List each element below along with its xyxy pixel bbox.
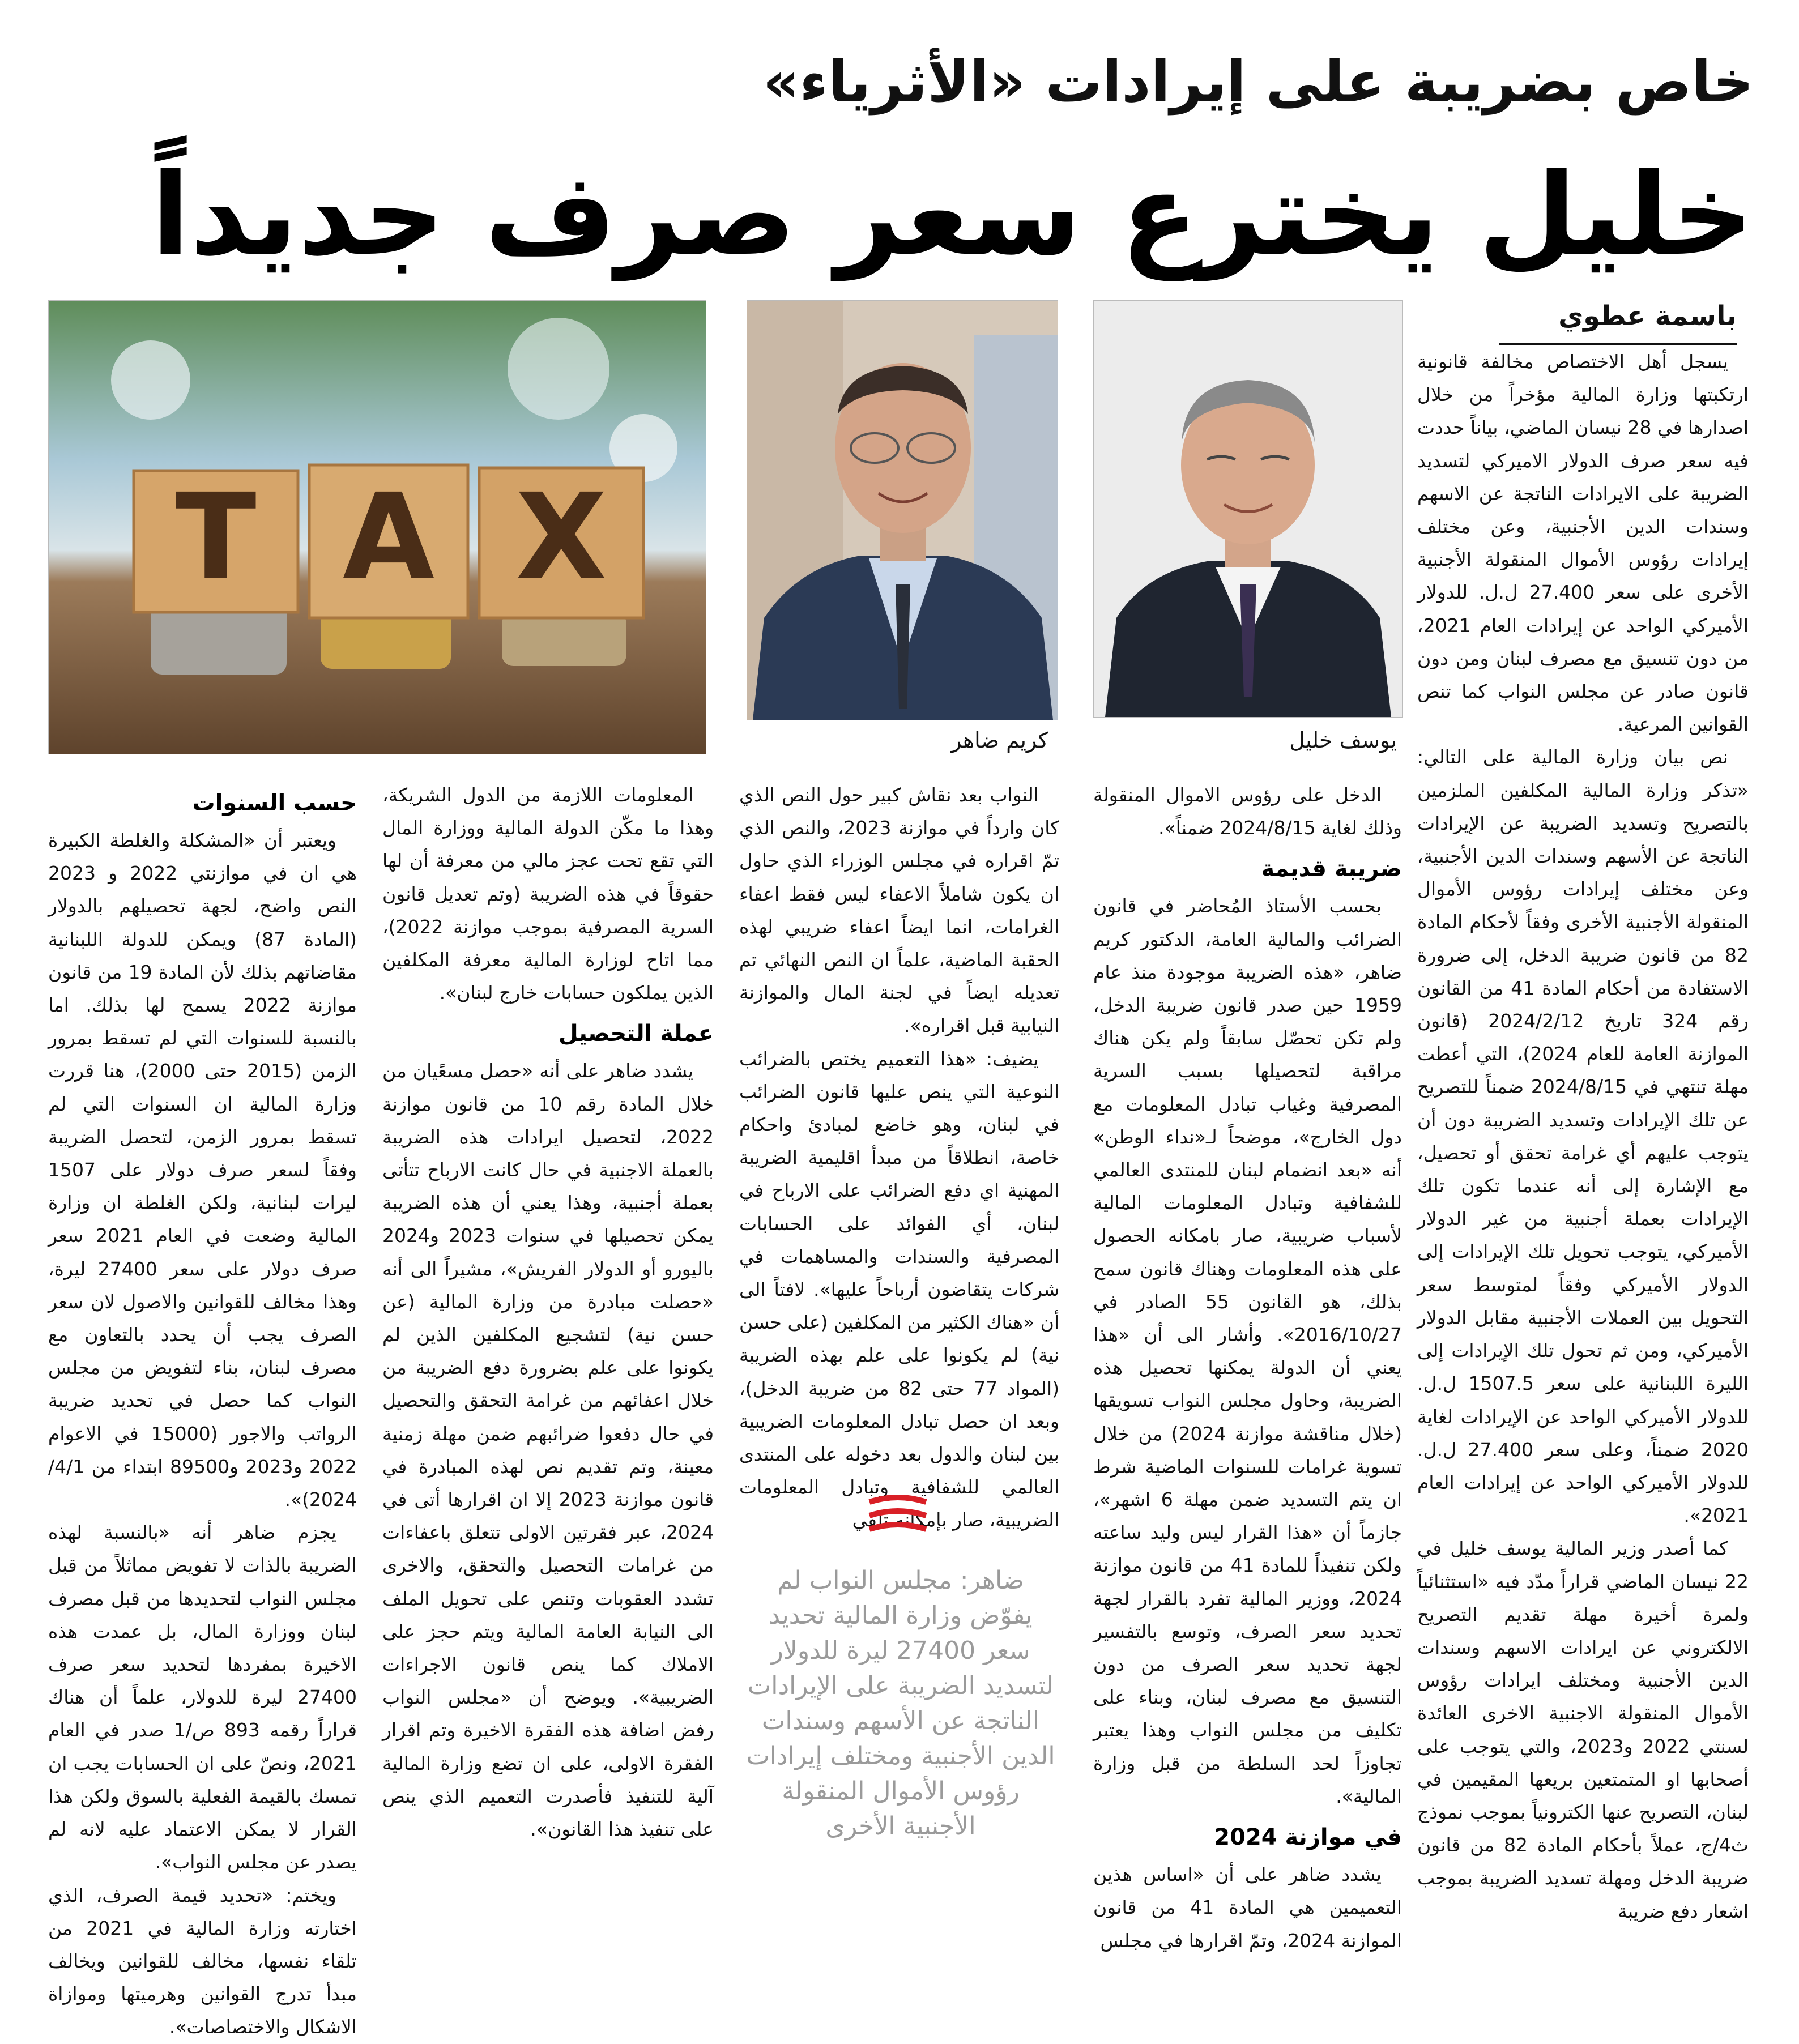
subheading: عملة التحصيل [559, 1021, 714, 1047]
byline: باسمة عطوي [1558, 300, 1737, 332]
paragraph: المعلومات اللازمة من الدول الشريكة، وهذا ما مكّن الدولة المالية ووزارة المال التي تقع تحت عجز مالي من معرفة أن لها حقوقاً في هذه الضريبة (وتم تعديل قانون السرية المصرفية بموجب موازنة 2022)، مما اتاح لوزارة المالية معرفة المكلفين الذين يملكون حسابات خارج لبنان». [382, 784, 714, 1004]
subheading: ضريبة قديمة [1261, 856, 1402, 882]
article-column-4 [382, 779, 714, 1869]
headline: خليل يخترع سعر صرف جديداً [151, 149, 1754, 281]
article-column-2 [1093, 779, 1402, 1952]
photo-tax-blocks [48, 300, 706, 754]
paragraph: الدخل على رؤوس الاموال المنقولة وذلك لغاية 2024/8/15 ضمناً». [1093, 784, 1402, 839]
paragraph: النواب بعد نقاش كبير حول النص الذي كان وارداً في موازنة 2023، والنص الذي تمّ اقراره في مجلس الوزراء الذي حاول ان يكون شاملاً الاعفاء ليس فقط اعفاء الغرامات، انما ايضاً اعفاء ضريبي لهذه الحقبة الماضية، علماً ان النص النهائي تم تعديله ايضاً في لجنة المال والموازنة النيابية قبل اقراره». [739, 784, 1059, 1037]
paragraph: كما أصدر وزير المالية يوسف خليل في 22 نيسان الماضي قراراً مدّد فيه «استثنائياً ولمرة أخيرة مهلة تقديم التصريح الالكتروني عن ايرادات الاسهم وسندات الدين الأجنبية ومختلف ايرادات رؤوس الأموال المنقولة الاجنبية الاخرى العائدة لسنتي 2022 و2023، والتي يتوجب على أصحابها او المتمتعين بريعها المقيمين في لبنان، التصريح عنها الكترونياً بموجب نموذج ث4/ج، عملاً بأحكام المادة 82 من قانون ضريبة الدخل ومهلة تسديد الضريبة بموجب اشعار دفع ضريبة [1417, 1537, 1749, 1922]
photo-caption-khalil: يوسف خليل [1289, 728, 1397, 753]
pull-quote: ضاهر: مجلس النواب لم يفوّض وزارة المالية تحديد سعر 27400 ليرة للدولار لتسديد الضريبة على الإيرادات الناتجة عن الأسهم وسندات الدين الأجنبية ومختلف إيرادات رؤوس الأموال المنقولة الأجنبية الأخرى [746, 1566, 1055, 1841]
article-column-5 [48, 779, 357, 2038]
paragraph: ويعتبر أن «المشكلة والغلطة الكبيرة هي ان في موازنتي 2022 و 2023 النص واضح، لجهة تحصيلهم بالدولار (المادة 87) ويمكن للدولة اللبنانية مقاضاتهم بذلك لأن المادة 19 من قانون موازنة 2022 يسمح لها بذلك. اما بالنسبة للسنوات التي لم تسقط بمرور الزمن (2015 حتى 2000)، هنا قررت وزارة المالية ان السنوات التي لم تسقط بمرور الزمن، لتحصل الضريبة وفقاً لسعر صرف دولار على 1507 ليرات لبنانية، ولكن الغلطة ان وزارة المالية وضعت في العام 2021 سعر صرف دولار على سعر 27400 ليرة، وهذا مخالف للقوانين والاصول لان سعر الصرف يجب أن يحدد بالتعاون مع مصرف لبنان، بناء لتفويض من مجلس النواب كما حصل في تحديد ضريبة الرواتب والاجور (15000 في الاعوام 2022 و2023 و89500 ابتداء من 4/1/ 2024)». [48, 829, 357, 1511]
subheading: حسب السنوات [192, 790, 357, 816]
photo-caption-daher: كريم ضاهر [951, 728, 1048, 753]
kicker-title: خاص بضريبة على إيرادات «الأثرياء» [762, 49, 1754, 115]
paragraph: يجزم ضاهر أنه «بالنسبة لهذه الضريبة بالذات لا تفويض مماثلاً من قبل مجلس النواب لتحديدها من قبل مصرف لبنان ووزارة المال، بل عمدت هذه الاخيرة بمفردها لتحديد سعر صرف 27400 ليرة للدولار، علماً أن هناك قراراً رقمه 893 ص/1 صدر في العام 2021، ونصّ على ان الحسابات يجب ان تمسك بالقيمة الفعلية بالسوق ولكن هذا القرار لا يمكن الاعتماد عليه لانه لم يصدر عن مجلس النواب». [48, 1521, 357, 1874]
paragraph: يضيف: «هذا التعميم يختص بالضرائب النوعية التي ينص عليها قانون الضرائب في لبنان، وهو خاضع لمبادئ واحكام خاصة، انطلاقاً من مبدأ اقليمية الضريبة المهنية اي دفع الضرائب على الارباح في لبنان، أي الفوائد على الحسابات المصرفية والسندات والمساهمات في شركات يتقاضون أرباحاً عليها». لافتاً الى أن «هناك الكثير من المكلفين (على حسن نية) لم يكونوا على علم بهذه الضريبة (المواد 77 حتى 82 من ضريبة الدخل)، وبعد ان حصل تبادل المعلومات الضريبية بين لبنان والدول بعد دخوله على المنتدى العالمي للشفافية وتبادل المعلومات الضريبية، صار بإمكانه تلقي [739, 1047, 1060, 1531]
tax-letter-a: A [342, 468, 435, 607]
article-column-1 [1417, 345, 1749, 1922]
tax-letter-x: X [515, 468, 607, 607]
subheading: في موازنة 2024 [1214, 1824, 1402, 1851]
paragraph: ويختم: «تحديد قيمة الصرف، الذي اختارته وزارة المالية في 2021 من تلقاء نفسها، مخالف للقوانين ويخالف مبدأ تدرج القوانين وهرميتها وموازاة الاشكال والاختصاصات». [48, 1884, 357, 2038]
tax-letter-t: T [175, 468, 257, 607]
paragraph: نص بيان وزارة المالية على التالي: «تذكر وزارة المالية المكلفين الملزمين بالتصريح وتسديد الضريبة عن الإيرادات الناتجة عن الأسهم وسندات الدين الأجنبية، وعن مختلف إيرادات رؤوس الأموال المنقولة الأجنبية الأخرى وفقاً لأحكام المادة 82 من قانون ضريبة الدخل، إلى ضرورة الاستفادة من أحكام المادة 41 من القانون رقم 324 تاريخ 2024/2/12 (قانون الموازنة العامة للعام 2024)، التي أعطت مهلة تنتهي في 2024/8/15 ضمناً للتصريح عن تلك الإيرادات وتسديد الضريبة دون أن يتوجب عليهم أي غرامة تحقق أو تحصيل، مع الإشارة إلى أنه عندما تكون تلك الإيرادات بعملة أجنبية من غير الدولار الأميركي، يتوجب تحويل تلك الإيرادات إلى الدولار الأميركي وفقاً لمتوسط سعر التحويل بين العملات الأجنبية مقابل الدولار الأميركي، ومن ثم تحول تلك الإيرادات إلى الليرة اللبنانية على سعر 1507.5 ل.ل. للدولار الأميركي الواحد عن الإيرادات لغاية 2020 ضمناً، وعلى سعر 27.400 ل.ل. للدولار الأميركي الواحد عن إيرادات العام 2021». [1417, 746, 1749, 1527]
article-column-3 [739, 779, 1059, 1557]
paragraph: بحسب الأستاذ المُحاضر في قانون الضرائب والمالية العامة، الدكتور كريم ضاهر، «هذه الضريبة موجودة منذ عام 1959 حين صدر قانون ضريبة الدخل، ولم تكن تحصّل سابقاً ولم يكن هناك مراقبة لتحصيلها بسبب السرية المصرفية وغياب تبادل المعلومات مع دول الخارج»، موضحاً لـ«نداء الوطن» أنه «بعد انضمام لبنان للمنتدى العالمي للشفافية وتبادل المعلومات المالية لأسباب ضريبية، صار بامكانه الحصول على هذه المعلومات وهناك قانون سمح بذلك، هو القانون 55 الصادر في 2016/10/27». وأشار الى أن «هذا يعني أن الدولة يمكنها تحصيل هذه الضريبة، وحاول مجلس النواب تسويقها (خلال مناقشة موازنة 2024) من خلال تسوية غرامات للسنوات الماضية شرط ان يتم التسديد ضمن مهلة 6 اشهر»، جازماً أن «هذا القرار ليس وليد ساعته ولكن تنفيذاً للمادة 41 من قانون موازنة 2024، ووزير المالية تفرد بالقرار لجهة تحديد سعر الصرف، وتوسع بالتفسير لجهة تحديد سعر الصرف من دون التنسيق مع مصرف لبنان، وبناء على تكليف من مجلس النواب وهذا يعتبر تجاوزاً لحد السلطة من قبل وزارة المالية». [1093, 895, 1402, 1807]
flag-mark-icon [867, 1495, 929, 1535]
paragraph: يشدد ضاهر على أنه «حصل مسعًيان من خلال المادة رقم 10 من قانون موازنة 2022، لتحصيل ايرادات هذه الضريبة بالعملة الاجنبية في حال كانت الارباح تتأتى بعملة أجنبية، وهذا يعني أن هذه الضريبة يمكن تحصيلها في سنوات 2023 و2024 باليورو أو الدولار الفريش»، مشيراً الى أنه «حصلت مبادرة من وزارة المالية (عن حسن نية) لتشجيع المكلفين الذين لم يكونوا على علم بضرورة دفع الضريبة من خلال اعفائهم من غرامة التحقق والتحصيل في حال دفعوا ضرائبهم ضمن مهلة زمنية معينة، وتم تقديم نص لهذه المبادرة في قانون موازنة 2023 إلا ان اقرارها أتى في 2024، عبر فقرتين الاولى تتعلق باعفاءات من غرامات التحصيل والتحقق، والاخرى تشدد العقوبات وتنص على تحويل الملف الى النيابة العامة المالية ويتم حجز على الاملاك كما ينص قانون الاجراءات الضريبية». ويوضح أن «مجلس النواب رفض اضافة هذه الفقرة الاخيرة وتم اقرار الفقرة الاولى، على ان تضع وزارة المالية آلية للتنفيذ فأصدرت التعميم الذي ينص على تنفيذ هذا القانون». [382, 1060, 714, 1841]
photo-youssef-khalil [1093, 300, 1403, 718]
paragraph: يشدد ضاهر على أن «اساس هذين التعميمين هي المادة 41 من قانون الموازنة 2024، وتمّ اقرارها في مجلس [1093, 1863, 1402, 1952]
photo-karim-daher [747, 300, 1058, 720]
paragraph: يسجل أهل الاختصاص مخالفة قانونية ارتكبتها وزارة المالية مؤخراً من خلال اصدارها في 28 نيسان الماضي، بياناً حددت فيه سعر صرف الدولار الاميركي لتسديد الضريبة على الايرادات الناتجة عن الاسهم وسندات الدين الأجنبية، وعن مختلف إيرادات رؤوس الأموال المنقولة الأجنبية الأخرى على سعر 27.400 ل.ل. للدولار الأميركي الواحد عن إيرادات العام 2021، من دون تنسيق مع مصرف لبنان ومن دون قانون صادر عن مجلس النواب كما تنص القوانين المرعية. [1417, 351, 1749, 736]
